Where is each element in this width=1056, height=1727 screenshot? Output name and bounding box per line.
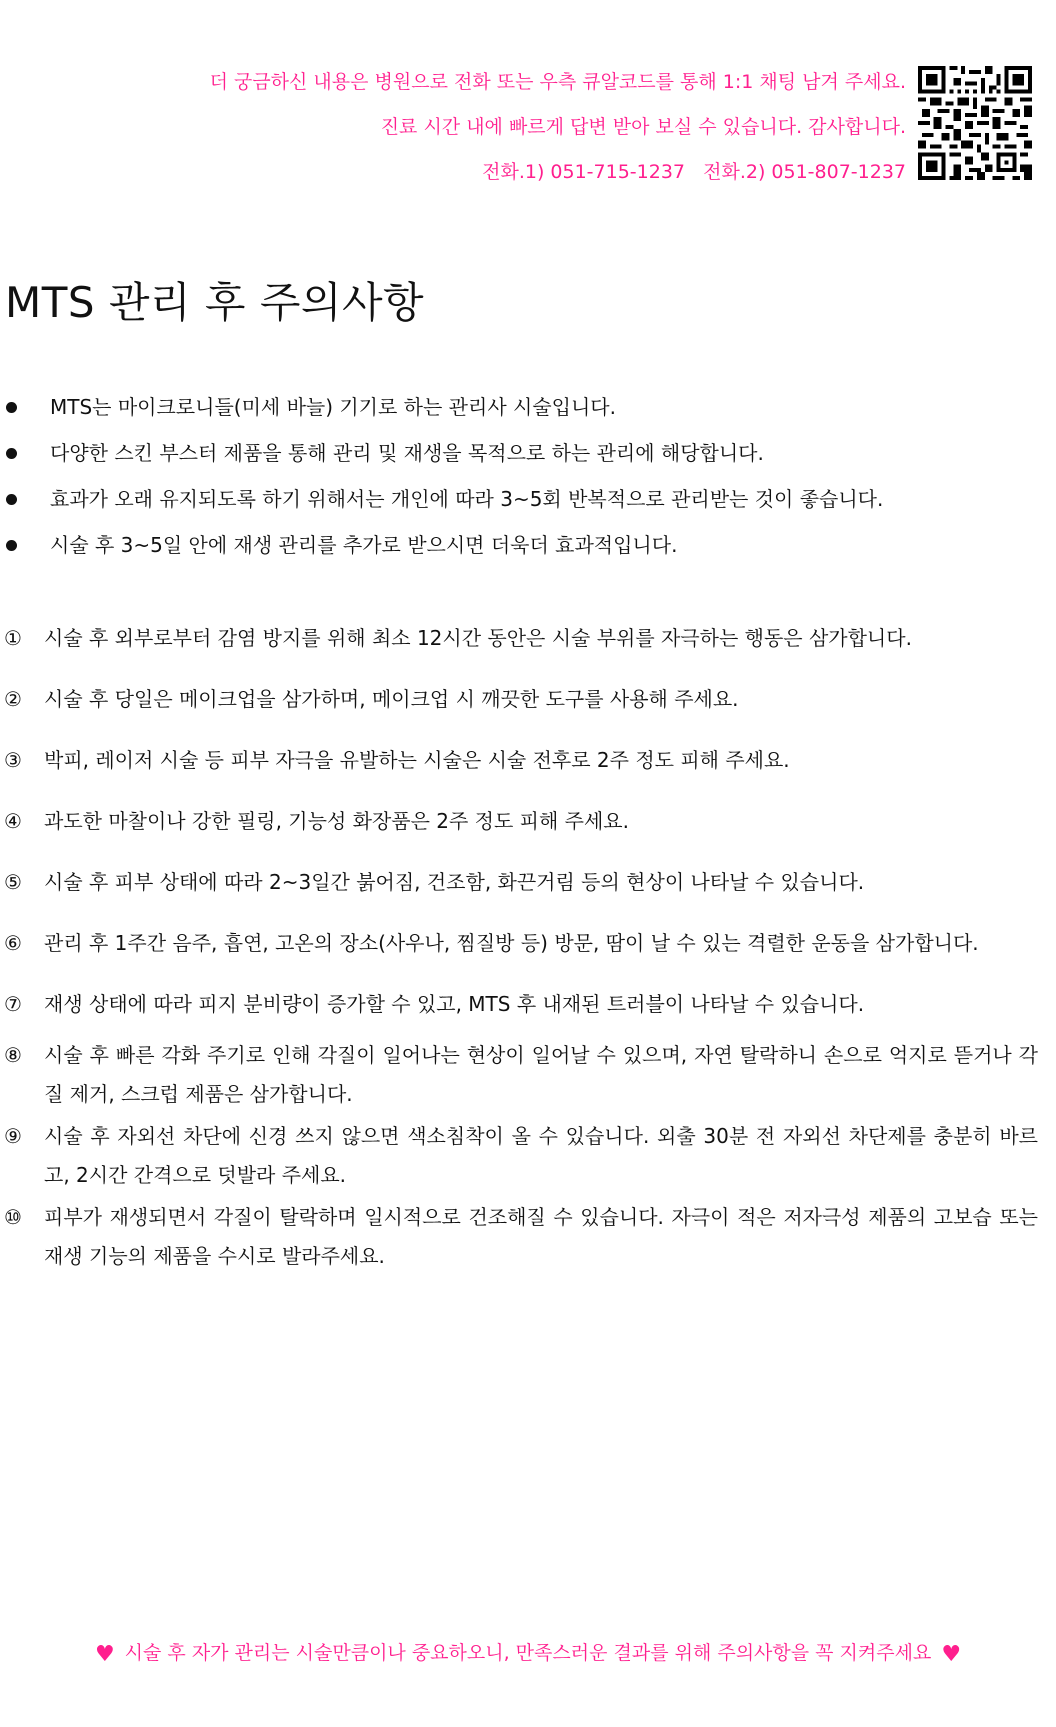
precaution-text: 피부가 재생되면서 각질이 탈락하며 일시적으로 건조해질 수 있습니다. 자극이 적은 저자극성 제품의 고보습 또는 재생 기능의 제품을 수시로 발라주세요. — [44, 1205, 1038, 1268]
bullet-dot-icon — [6, 494, 17, 505]
precaution-item — [0, 1198, 1038, 1276]
bullet-dot-icon — [6, 448, 17, 459]
precaution-item — [0, 679, 1038, 719]
precaution-item — [0, 740, 1038, 780]
contact-line-1: 더 궁금하신 내용은 병원으로 전화 또는 우측 큐알코드를 통해 1:1 채팅 남겨 주세요. — [209, 71, 906, 93]
bullet-item — [0, 522, 883, 568]
bullet-list — [0, 384, 883, 568]
precaution-item — [0, 923, 1038, 963]
precaution-number: ⑦ — [4, 992, 22, 1016]
precaution-text: 시술 후 자외선 차단에 신경 쓰지 않으면 색소침착이 올 수 있습니다. 외출 30분 전 자외선 차단제를 충분히 바르고, 2시간 간격으로 덧발라 주세요. — [44, 1124, 1038, 1187]
contact-line-2: 진료 시간 내에 빠르게 답변 받아 보실 수 있습니다. 감사합니다. — [380, 116, 906, 138]
precaution-text: 박피, 레이저 시술 등 피부 자극을 유발하는 시술은 시술 전후로 2주 정도 피해 주세요. — [44, 748, 790, 772]
qr-code-icon[interactable] — [918, 66, 1032, 180]
bullet-dot-icon — [6, 402, 17, 413]
contact-info — [210, 60, 906, 195]
bullet-item — [0, 384, 883, 430]
heart-icon: ♥ — [94, 1642, 115, 1667]
precaution-number: ② — [4, 687, 22, 711]
bullet-text: 다양한 스킨 부스터 제품을 통해 관리 및 재생을 목적으로 하는 관리에 해당합니다. — [50, 441, 764, 465]
precaution-number: ⑨ — [4, 1124, 22, 1148]
bullet-text: MTS는 마이크로니들(미세 바늘) 기기로 하는 관리사 시술입니다. — [50, 395, 616, 419]
precaution-text: 과도한 마찰이나 강한 필링, 기능성 화장품은 2주 정도 피해 주세요. — [44, 809, 629, 833]
precaution-number: ⑧ — [4, 1043, 22, 1067]
bullet-text: 효과가 오래 유지되도록 하기 위해서는 개인에 따라 3~5회 반복적으로 관리받는 것이 좋습니다. — [50, 487, 884, 511]
heart-icon: ♥ — [941, 1642, 962, 1667]
footer-notice — [0, 1638, 1056, 1667]
precaution-number: ① — [4, 626, 22, 650]
precaution-item — [0, 618, 1038, 658]
precaution-number: ⑤ — [4, 870, 22, 894]
bullet-item — [0, 430, 883, 476]
precaution-text: 재생 상태에 따라 피지 분비량이 증가할 수 있고, MTS 후 내재된 트러블이 나타날 수 있습니다. — [44, 992, 865, 1016]
precaution-number: ④ — [4, 809, 22, 833]
precaution-text: 시술 후 빠른 각화 주기로 인해 각질이 일어나는 현상이 일어날 수 있으며, 자연 탈락하니 손으로 억지로 뜯거나 각질 제거, 스크럽 제품은 삼가합니다. — [44, 1043, 1038, 1106]
page-title: MTS 관리 후 주의사항 — [5, 278, 425, 327]
precaution-number: ⑥ — [4, 931, 22, 955]
precaution-number: ③ — [4, 748, 22, 772]
precaution-text: 관리 후 1주간 음주, 흡연, 고온의 장소(사우나, 찜질방 등) 방문, 땀이 날 수 있는 격렬한 운동을 삼가합니다. — [44, 931, 979, 955]
precaution-text: 시술 후 피부 상태에 따라 2~3일간 붉어짐, 건조함, 화끈거림 등의 현상이 나타날 수 있습니다. — [44, 870, 865, 894]
precaution-item — [0, 801, 1038, 841]
precaution-item — [0, 984, 1038, 1024]
bullet-dot-icon — [6, 540, 17, 551]
precaution-item — [0, 1117, 1038, 1195]
precaution-item — [0, 862, 1038, 902]
precaution-number: ⑩ — [4, 1205, 22, 1229]
contact-phone-numbers[interactable]: 전화.1) 051-715-1237 전화.2) 051-807-1237 — [482, 161, 906, 183]
precaution-list — [0, 618, 1038, 1279]
bullet-item — [0, 476, 883, 522]
precaution-text: 시술 후 외부로부터 감염 방지를 위해 최소 12시간 동안은 시술 부위를 자극하는 행동은 삼가합니다. — [44, 626, 912, 650]
footer-text: 시술 후 자가 관리는 시술만큼이나 중요하오니, 만족스러운 결과를 위해 주의사항을 꼭 지켜주세요 — [124, 1642, 932, 1664]
precaution-item — [0, 1036, 1038, 1114]
precaution-text: 시술 후 당일은 메이크업을 삼가하며, 메이크업 시 깨끗한 도구를 사용해 주세요. — [44, 687, 739, 711]
bullet-text: 시술 후 3~5일 안에 재생 관리를 추가로 받으시면 더욱더 효과적입니다. — [50, 533, 678, 557]
